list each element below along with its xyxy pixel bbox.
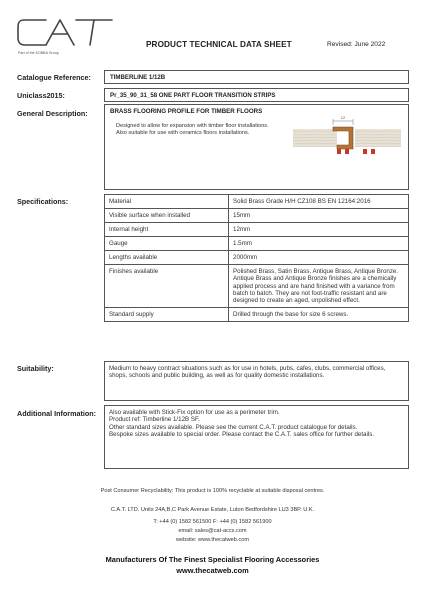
- specifications-table: [104, 194, 409, 322]
- general-description-box: [104, 104, 409, 190]
- spec-value: [229, 265, 409, 308]
- spec-key: Lengths available: [105, 251, 229, 265]
- logo-tagline: Part of the KOBBA Group: [18, 51, 59, 55]
- dimension-label: 12: [340, 115, 346, 120]
- specifications-label: Specifications:: [17, 197, 69, 206]
- table-row: [105, 223, 409, 237]
- general-description-title: BRASS FLOORING PROFILE FOR TIMBER FLOORS: [110, 108, 263, 115]
- additional-info-text: [109, 409, 405, 438]
- company-website: website: www.thecatweb.com: [175, 537, 250, 543]
- spec-value: 2000mm: [229, 251, 409, 265]
- table-row: [105, 265, 409, 308]
- suitability-label: Suitability:: [17, 364, 54, 373]
- uniclass-value: Pr_35_90_31_58 ONE PART FLOOR TRANSITION STRIPS: [110, 92, 276, 99]
- suitability-box: [104, 361, 409, 401]
- uniclass-box: [104, 88, 409, 102]
- table-row: [105, 195, 409, 209]
- revised-date: Revised: June 2022: [327, 41, 386, 48]
- profile-diagram: [293, 115, 401, 157]
- spec-key: Finishes available: [105, 265, 229, 308]
- company-email: email: sales@cat-accs.com: [178, 528, 247, 534]
- additional-line: Bespoke sizes available to special order. Please contact the C.A.T. sales office for further details.: [109, 430, 375, 438]
- spec-value: 12mm: [229, 223, 409, 237]
- table-row: [105, 237, 409, 251]
- catalogue-box: [104, 70, 409, 84]
- catalogue-label: Catalogue Reference:: [17, 73, 91, 82]
- company-address: C.A.T. LTD. Units 24A,B,C Park Avenue Estate, Luton Bedfordshire LU3 3BP. U.K.: [110, 507, 315, 513]
- spec-key: Gauge: [105, 237, 229, 251]
- additional-line: Also available with Stick-Fix option for use as a perimeter trim.: [109, 409, 280, 416]
- table-row: [105, 308, 409, 322]
- footer-tagline: Manufacturers Of The Finest Specialist Flooring Accessories: [105, 555, 320, 564]
- additional-info-box: [104, 405, 409, 469]
- footer-url: www.thecatweb.com: [176, 566, 249, 575]
- spec-key: Visible surface when installed: [105, 209, 229, 223]
- uniclass-label: Uniclass2015:: [17, 91, 65, 100]
- spec-value: Solid Brass Grade H/H CZ108 BS EN 12164:2016: [229, 195, 409, 209]
- recyclability-note: Post Consumer Recyclability: This product is 100% recyclable at suitable disposal centres.: [100, 488, 325, 494]
- spec-value: Drilled through the base for size 6 screws.: [229, 308, 409, 322]
- general-description-label: General Description:: [17, 109, 88, 118]
- suitability-text: Medium to heavy contract situations such as for use in hotels, pubs, cafes, clubs, commercial offices, shops, schools and public building, as well as for quality domestic installations.: [109, 365, 386, 380]
- spec-key: Standard supply: [105, 308, 229, 322]
- spec-key: Material: [105, 195, 229, 209]
- table-row: [105, 209, 409, 223]
- document-title: PRODUCT TECHNICAL DATA SHEET: [146, 40, 292, 49]
- additional-info-label: Additional Information:: [17, 409, 97, 418]
- general-description-text: Designed to allow for expansion with timber floor installations. Also suitable for use with ceramics floors installations.: [116, 123, 269, 137]
- finishes-list: Polished Brass, Satin Brass, Antique Brass, Antique Bronze.: [233, 268, 399, 275]
- company-phone: T: +44 (0) 1582 561500 F: +44 (0) 1582 561900: [153, 519, 272, 525]
- additional-line: Product ref: Timberline 1/12B SF.: [109, 416, 200, 424]
- finishes-note: Antique Brass and Antique Bronze finishes are a chemically applied process and are hand finished with a variance from batch to batch. They are not foot-traffic resistant and are designed to create an aged, unpolished effect.: [233, 275, 397, 305]
- spec-value: 15mm: [229, 209, 409, 223]
- cat-logo: [16, 14, 114, 52]
- additional-line: Other standard sizes available. Please see the current C.A.T. product catalogue for details.: [109, 423, 358, 431]
- spec-key: Internal height: [105, 223, 229, 237]
- spec-value: 1.5mm: [229, 237, 409, 251]
- catalogue-value: TIMBERLINE 1/12B: [110, 74, 166, 81]
- table-row: [105, 251, 409, 265]
